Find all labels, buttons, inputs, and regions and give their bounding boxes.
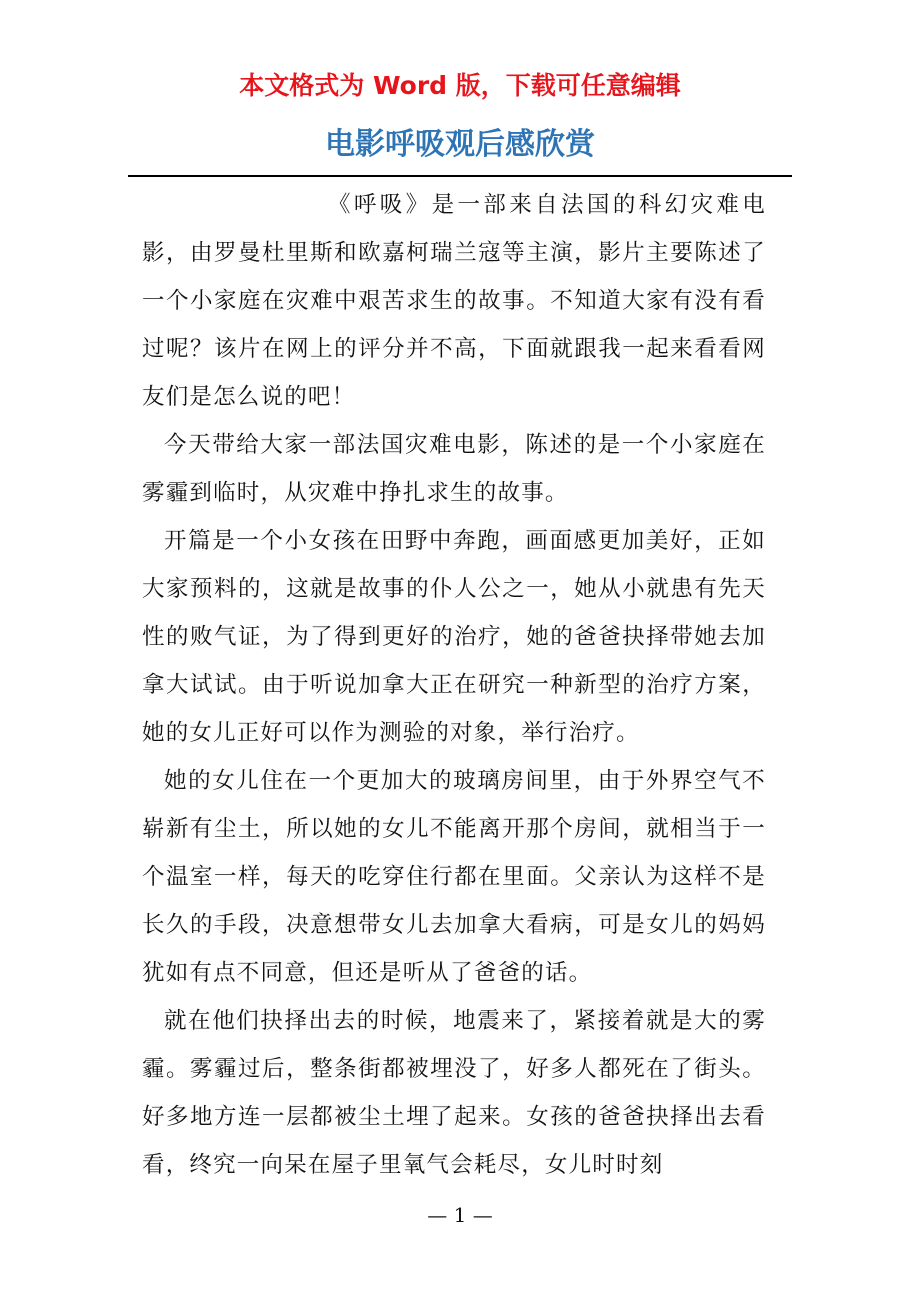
paragraph-5: 就在他们抉择出去的时候，地震来了，紧接着就是大的雾霾。雾霾过后，整条街都被埋没了，好多人都死在了街头。好多地方连一层都被尘土埋了起来。女孩的爸爸抉择出去看看，终究一向呆在屋子里氧气会耗尽，女儿时时刻 — [142, 1008, 766, 1178]
title-divider — [128, 175, 792, 177]
paragraph-2: 今天带给大家一部法国灾难电影，陈述的是一个小家庭在雾霾到临时，从灾难中挣扎求生的故事。 — [142, 432, 766, 506]
paragraph-3: 开篇是一个小女孩在田野中奔跑，画面感更加美好，正如大家预料的，这就是故事的仆人公之一，她从小就患有先天性的败气证，为了得到更好的治疗，她的爸爸抉择带她去加拿大试试。由于听说加拿大正在研究一种新型的治疗方案，她的女儿正好可以作为测验的对象，举行治疗。 — [142, 528, 766, 746]
document-title: 电影呼吸观后感欣赏 — [325, 127, 595, 162]
paragraph-intro: 《呼吸》是一部来自法国的科幻灾难电影，由罗曼杜里斯和欧嘉柯瑞兰寇等主演，影片主要陈述了一个小家庭在灾难中艰苦求生的故事。不知道大家有没有看过呢？该片在网上的评分并不高，下面就跟我一起来看看网友们是怎么说的吧！ — [142, 192, 766, 410]
page-number: — 1 — — [427, 1203, 493, 1227]
paragraph-4: 她的女儿住在一个更加大的玻璃房间里，由于外界空气不崭新有尘土，所以她的女儿不能离开那个房间，就相当于一个温室一样，每天的吃穿住行都在里面。父亲认为这样不是长久的手段，决意想带女儿去加拿大看病，可是女儿的妈妈犹如有点不同意，但还是听从了爸爸的话。 — [142, 768, 766, 986]
format-notice-banner: 本文格式为 Word 版，下载可任意编辑 — [239, 71, 681, 100]
article-body — [142, 181, 766, 1189]
